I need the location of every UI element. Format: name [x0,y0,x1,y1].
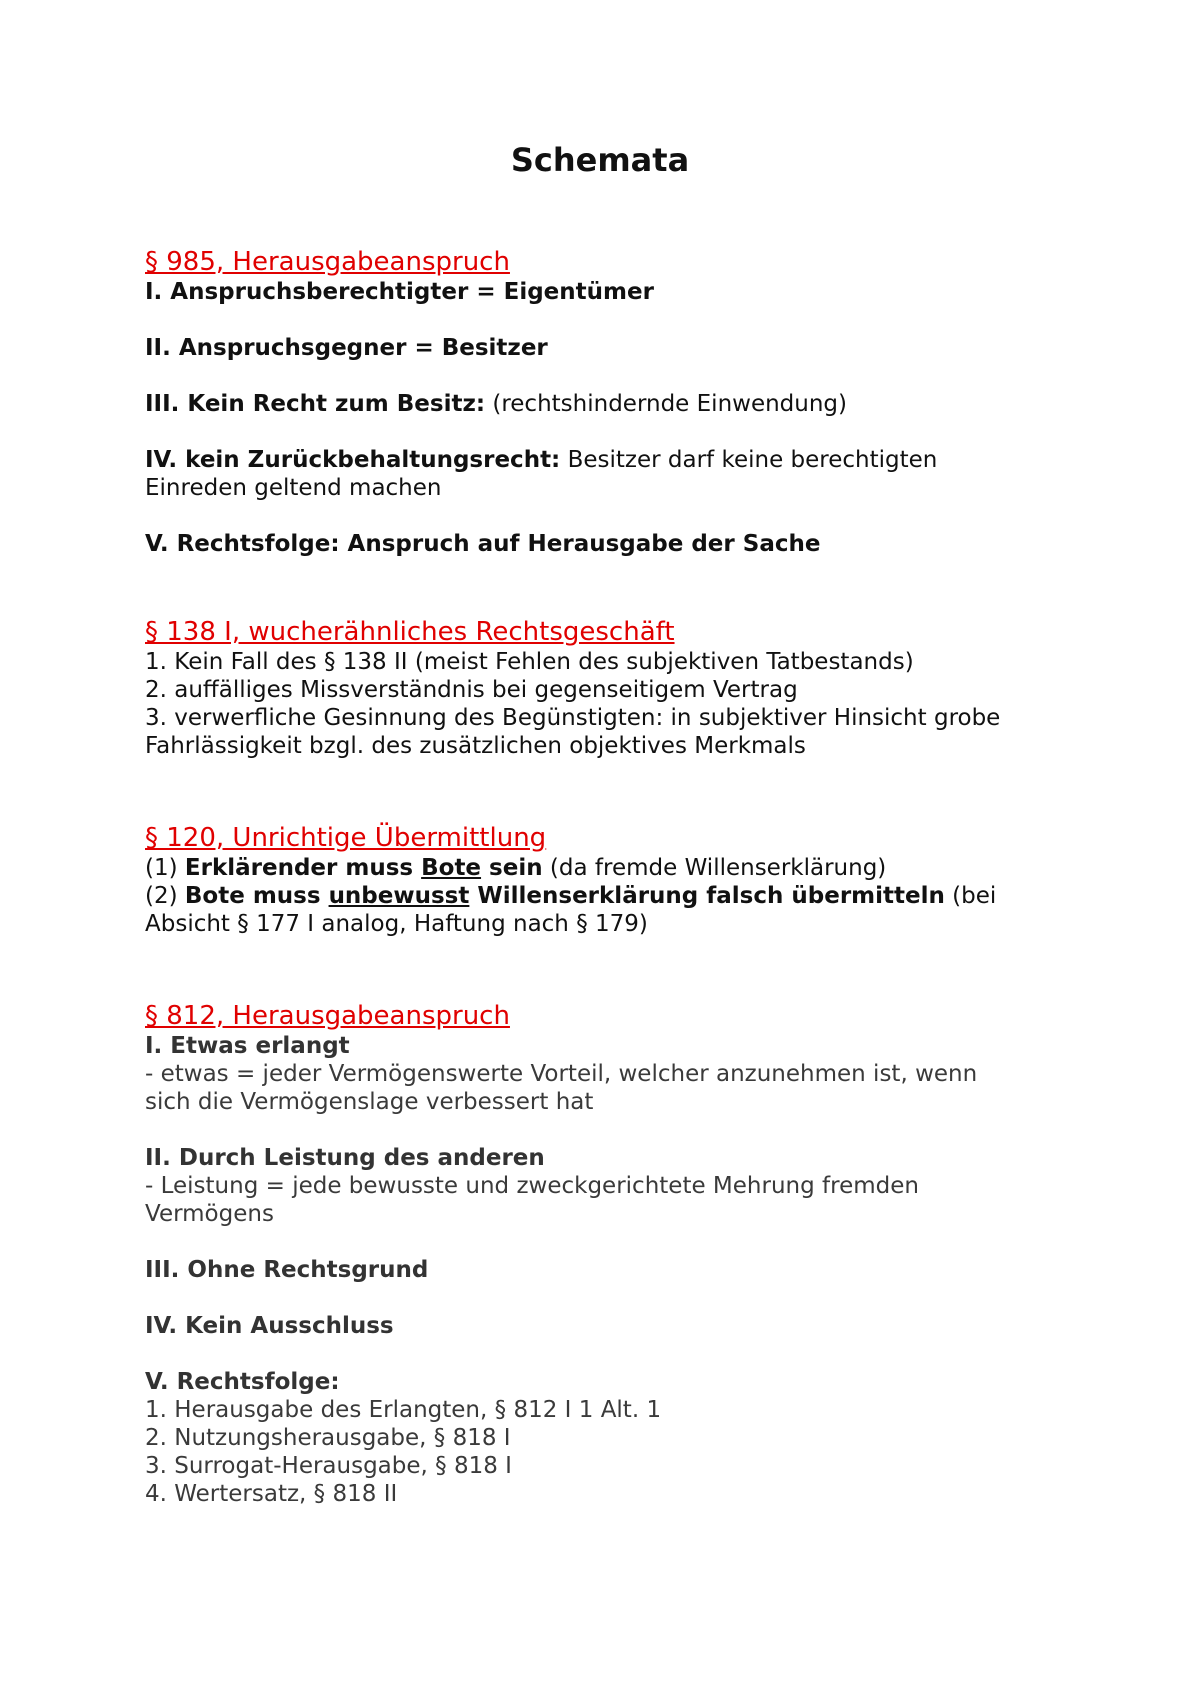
s812-point-ii-text-1: - Leistung = jede bewusste und zweckgerichtete Mehrung fremden [145,1173,919,1199]
s812-point-v: V. Rechtsfolge: [145,1369,340,1395]
s812-point-iv: IV. Kein Ausschluss [145,1313,394,1339]
s985-point-iii-label: III. Kein Recht zum Besitz: [145,391,486,417]
s985-point-i: I. Anspruchsberechtigter = Eigentümer [145,279,654,305]
s812-result-3: 3. Surrogat-Herausgabe, § 818 I [145,1453,512,1479]
s812-point-ii: II. Durch Leistung des anderen [145,1145,545,1171]
section-heading-985: § 985, Herausgabeanspruch [145,247,510,277]
s812-point-iii: III. Ohne Rechtsgrund [145,1257,429,1283]
s120-line-1-num: (1) [145,855,185,881]
s812-body [145,1032,1075,1508]
s812-result-4: 4. Wertersatz, § 818 II [145,1481,398,1507]
s120-line-2-num: (2) [145,883,185,909]
s120-line-1-bold-b: sein [481,855,543,881]
s812-point-i-text-1: - etwas = jeder Vermögenswerte Vorteil, welcher anzunehmen ist, wenn [145,1061,978,1087]
s120-line-3: Absicht § 177 I analog, Haftung nach § 179) [145,911,648,937]
s812-point-i-text-2: sich die Vermögenslage verbessert hat [145,1089,594,1115]
s120-line-2-note: (bei [944,883,997,909]
s120-line-1 [145,854,1075,882]
s985-point-iv [145,446,1075,474]
section-heading-138: § 138 I, wucherähnliches Rechtsgeschäft [145,617,675,647]
s812-result-1: 1. Herausgabe des Erlangten, § 812 I 1 Alt. 1 [145,1397,662,1423]
s985-point-iv-label: IV. kein Zurückbehaltungsrecht: [145,447,561,473]
s985-point-ii: II. Anspruchsgegner = Besitzer [145,335,548,361]
s985-point-iv-cont: Einreden geltend machen [145,475,442,501]
s985-point-iii-text: (rechtshindernde Einwendung) [485,391,848,417]
s812-result-2: 2. Nutzungsherausgabe, § 818 I [145,1425,511,1451]
s120-line-1-underlined: Bote [421,855,482,881]
section-heading-120: § 120, Unrichtige Übermittlung [145,823,547,853]
document-body [145,246,1075,1508]
s120-line-2-bold-b: Willenserklärung falsch übermitteln [469,883,945,909]
s120-line-2-bold-a: Bote muss [184,883,329,909]
s138-line-4: Fahrlässigkeit bzgl. des zusätzlichen objektives Merkmals [145,733,806,759]
s138-line-3: 3. verwerfliche Gesinnung des Begünstigten: in subjektiver Hinsicht grobe [145,705,1001,731]
s812-point-ii-text-2: Vermögens [145,1201,274,1227]
s120-line-1-note: (da fremde Willenserklärung) [542,855,887,881]
page-title: Schemata [510,141,690,179]
s138-line-2: 2. auffälliges Missverständnis bei gegenseitigem Vertrag [145,677,798,703]
s985-point-iv-text: Besitzer darf keine berechtigten [560,447,938,473]
s120-line-2 [145,882,1075,910]
s120-line-2-underlined: unbewusst [328,883,470,909]
section-heading-812: § 812, Herausgabeanspruch [145,1001,510,1031]
s812-point-i: I. Etwas erlangt [145,1033,350,1059]
s120-line-1-bold-a: Erklärender muss [184,855,422,881]
s138-line-1: 1. Kein Fall des § 138 II (meist Fehlen des subjektiven Tatbestands) [145,649,914,675]
s985-point-v: V. Rechtsfolge: Anspruch auf Herausgabe der Sache [145,531,821,557]
s985-point-iii [145,390,1075,418]
